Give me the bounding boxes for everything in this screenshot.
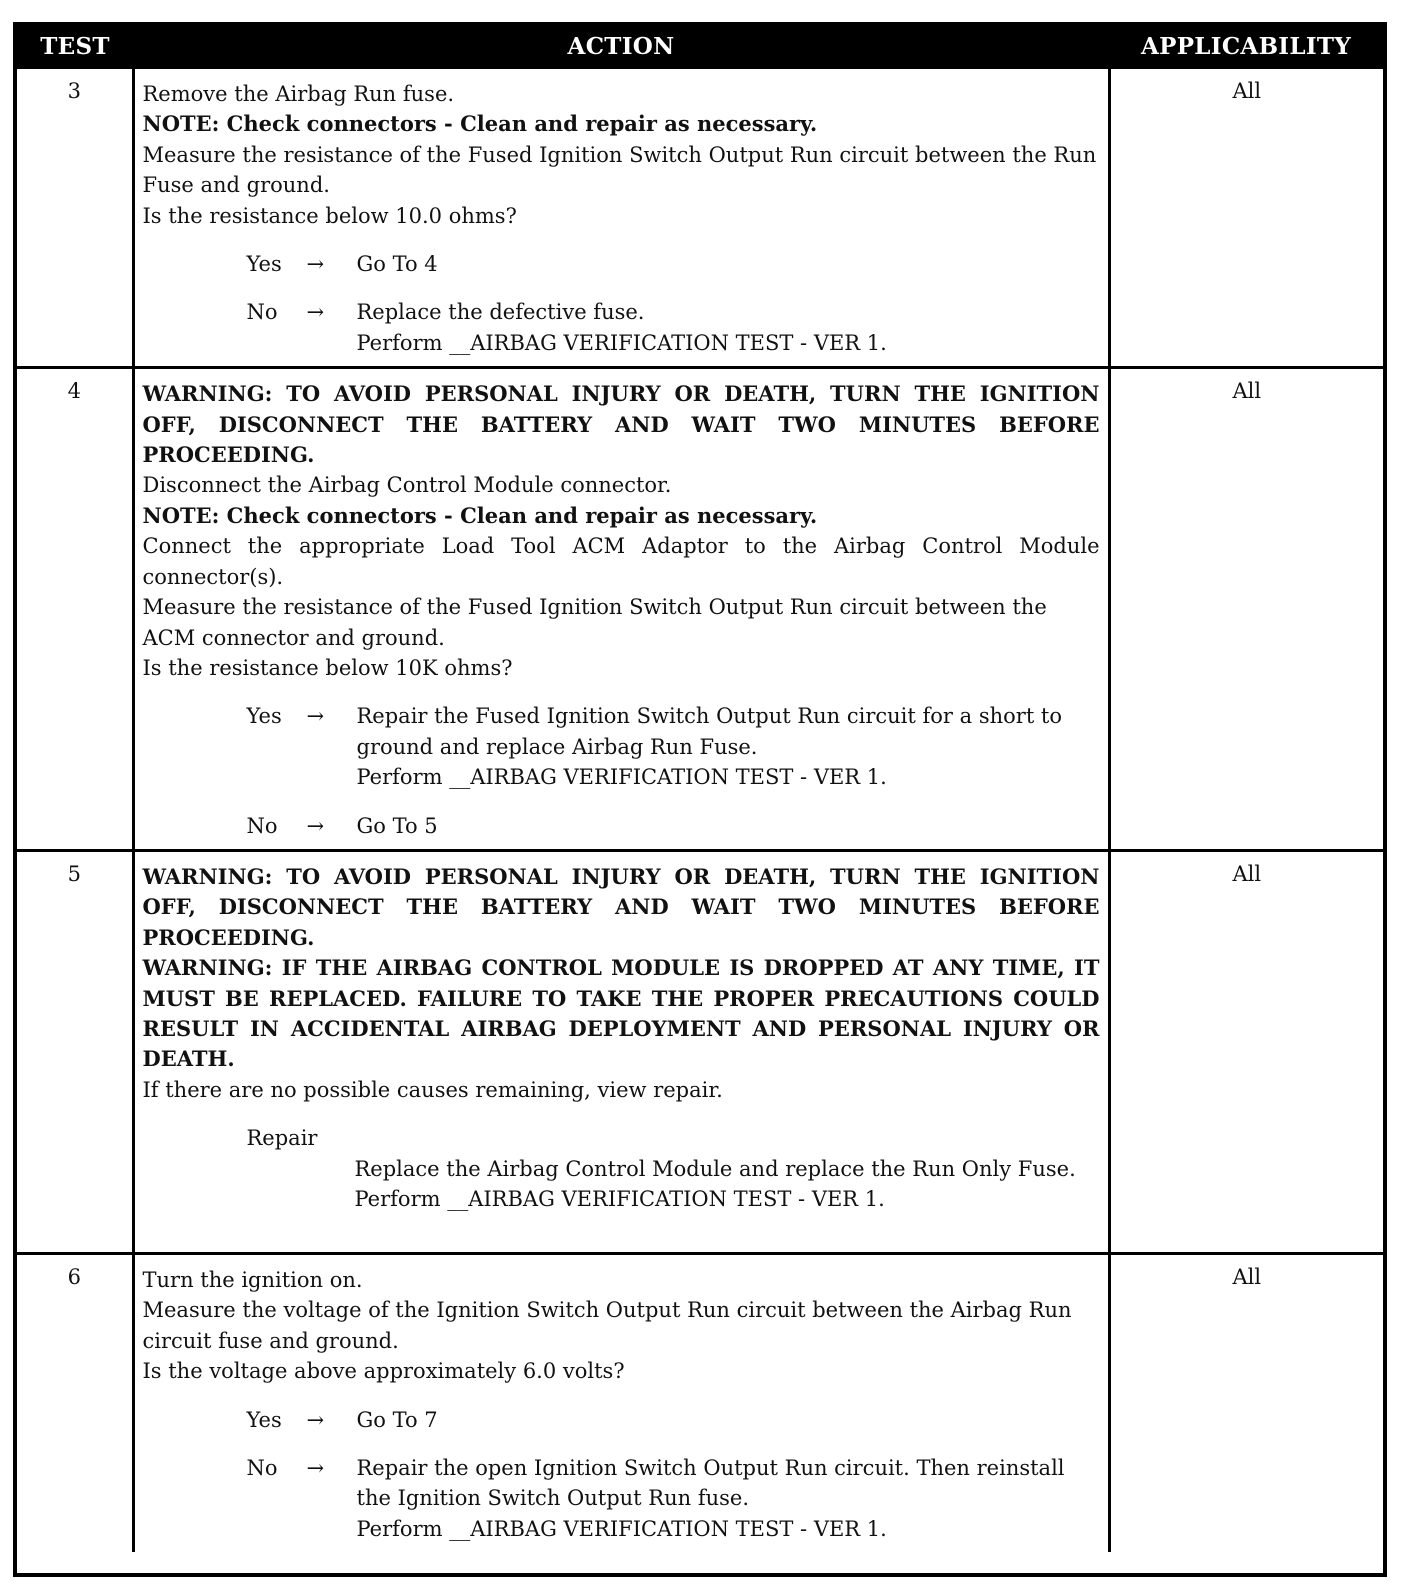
choices: [143, 1405, 1100, 1545]
header-applicability: APPLICABILITY: [1109, 26, 1383, 68]
applicability-value: All: [1109, 68, 1383, 368]
note-text: NOTE: Check connectors - Clean and repair as necessary.: [142, 502, 818, 528]
no-result-text: Repair the open Ignition Switch Output Run circuit. Then reinstall the Ignition Switch Output Run fuse.: [356, 1455, 1065, 1511]
no-result: Go To 5: [356, 813, 438, 838]
yes-result: Go To 7: [356, 1407, 438, 1432]
no-result: [357, 297, 1100, 358]
action-text: Measure the voltage of the Ignition Switch Output Run circuit between the Airbag Run circuit fuse and ground.: [142, 1298, 1072, 1353]
perform-link[interactable]: Perform __AIRBAG VERIFICATION TEST - VER 1.: [356, 330, 887, 355]
yes-label: Yes: [246, 252, 282, 277]
action-cell: [133, 368, 1109, 851]
action-text: Measure the resistance of the Fused Ignition Switch Output Run circuit between the ACM connector and ground.: [142, 595, 1047, 650]
diagnostic-table: [17, 26, 1383, 1552]
warning-text: WARNING: IF THE AIRBAG CONTROL MODULE IS DROPPED AT ANY TIME, IT MUST BE REPLACED. FAILURE TO TAKE THE PROPER PRECAUTIONS COULD RESULT IN ACCIDENTAL AIRBAG DEPLOYMENT AND PERSONAL INJURY OR DEATH.: [142, 955, 1100, 1072]
arrow-right-icon: →: [306, 704, 325, 729]
header-action: ACTION: [133, 26, 1109, 68]
arrow-right-icon: →: [306, 1407, 325, 1432]
action-cell: [133, 68, 1109, 368]
applicability-value: All: [1109, 368, 1383, 851]
no-result-text: Replace the defective fuse.: [356, 300, 645, 325]
no-result: [357, 1453, 1100, 1544]
diagnostic-table-frame: [13, 22, 1387, 1577]
action-cell: [133, 850, 1109, 1253]
question-text: Is the resistance below 10K ohms?: [142, 655, 513, 680]
action-text: Turn the ignition on.: [142, 1267, 363, 1292]
table-row: [17, 1253, 1383, 1552]
no-choice: [143, 297, 1100, 358]
yes-result-text: Repair the Fused Ignition Switch Output Run circuit for a short to ground and replace Airbag Run Fuse.: [356, 704, 1063, 759]
arrow-right-icon: →: [306, 1455, 325, 1480]
no-label: No: [246, 1455, 278, 1480]
applicability-value: All: [1109, 850, 1383, 1253]
choices: [143, 249, 1100, 358]
choices: [143, 701, 1100, 841]
repair-text: Replace the Airbag Control Module and replace the Run Only Fuse.: [354, 1156, 1076, 1181]
yes-result: [357, 701, 1100, 792]
yes-label: Yes: [246, 1407, 282, 1432]
table-row: [17, 68, 1383, 368]
header-test: TEST: [17, 26, 133, 68]
test-number: 5: [17, 850, 133, 1253]
action-text: If there are no possible causes remaining, view repair.: [142, 1077, 723, 1102]
yes-result: Go To 4: [356, 252, 438, 277]
warning-text: WARNING: TO AVOID PERSONAL INJURY OR DEATH, TURN THE IGNITION OFF, DISCONNECT THE BATTERY AND WAIT TWO MINUTES BEFORE PROCEEDING.: [142, 863, 1100, 950]
note-text: NOTE: Check connectors - Clean and repair as necessary.: [142, 111, 818, 137]
action-cell: [133, 1253, 1109, 1552]
table-header-row: [17, 26, 1383, 68]
action-text: Remove the Airbag Run fuse.: [142, 82, 455, 106]
test-number: 3: [17, 68, 133, 368]
test-number: 4: [17, 368, 133, 851]
applicability-value: All: [1109, 1253, 1383, 1552]
yes-choice: [143, 249, 1100, 279]
table-row: [17, 368, 1383, 851]
repair-block: [143, 1123, 1100, 1214]
warning-text: WARNING: TO AVOID PERSONAL INJURY OR DEATH, TURN THE IGNITION OFF, DISCONNECT THE BATTERY AND WAIT TWO MINUTES BEFORE PROCEEDING.: [142, 381, 1100, 468]
no-label: No: [246, 300, 278, 325]
perform-link[interactable]: Perform __AIRBAG VERIFICATION TEST - VER 1.: [354, 1187, 885, 1211]
action-text: Connect the appropriate Load Tool ACM Adaptor to the Airbag Control Module connector(s).: [142, 534, 1100, 589]
table-row: [17, 850, 1383, 1253]
yes-choice: [143, 701, 1100, 792]
no-choice: [143, 811, 1100, 841]
arrow-right-icon: →: [306, 300, 325, 325]
question-text: Is the resistance below 10.0 ohms?: [142, 203, 517, 228]
arrow-right-icon: →: [306, 252, 325, 277]
action-text: Disconnect the Airbag Control Module connector.: [142, 473, 672, 498]
question-text: Is the voltage above approximately 6.0 volts?: [142, 1359, 625, 1384]
arrow-right-icon: →: [306, 813, 325, 838]
no-choice: [143, 1453, 1100, 1544]
action-text: Measure the resistance of the Fused Ignition Switch Output Run circuit between the Run Fuse and ground.: [142, 142, 1097, 198]
no-label: No: [246, 813, 278, 838]
test-number: 6: [17, 1253, 133, 1552]
yes-choice: [143, 1405, 1100, 1435]
yes-label: Yes: [246, 704, 282, 729]
repair-label: Repair: [246, 1126, 318, 1151]
perform-link[interactable]: Perform __AIRBAG VERIFICATION TEST - VER 1.: [356, 765, 887, 790]
perform-link[interactable]: Perform __AIRBAG VERIFICATION TEST - VER 1.: [356, 1516, 887, 1541]
